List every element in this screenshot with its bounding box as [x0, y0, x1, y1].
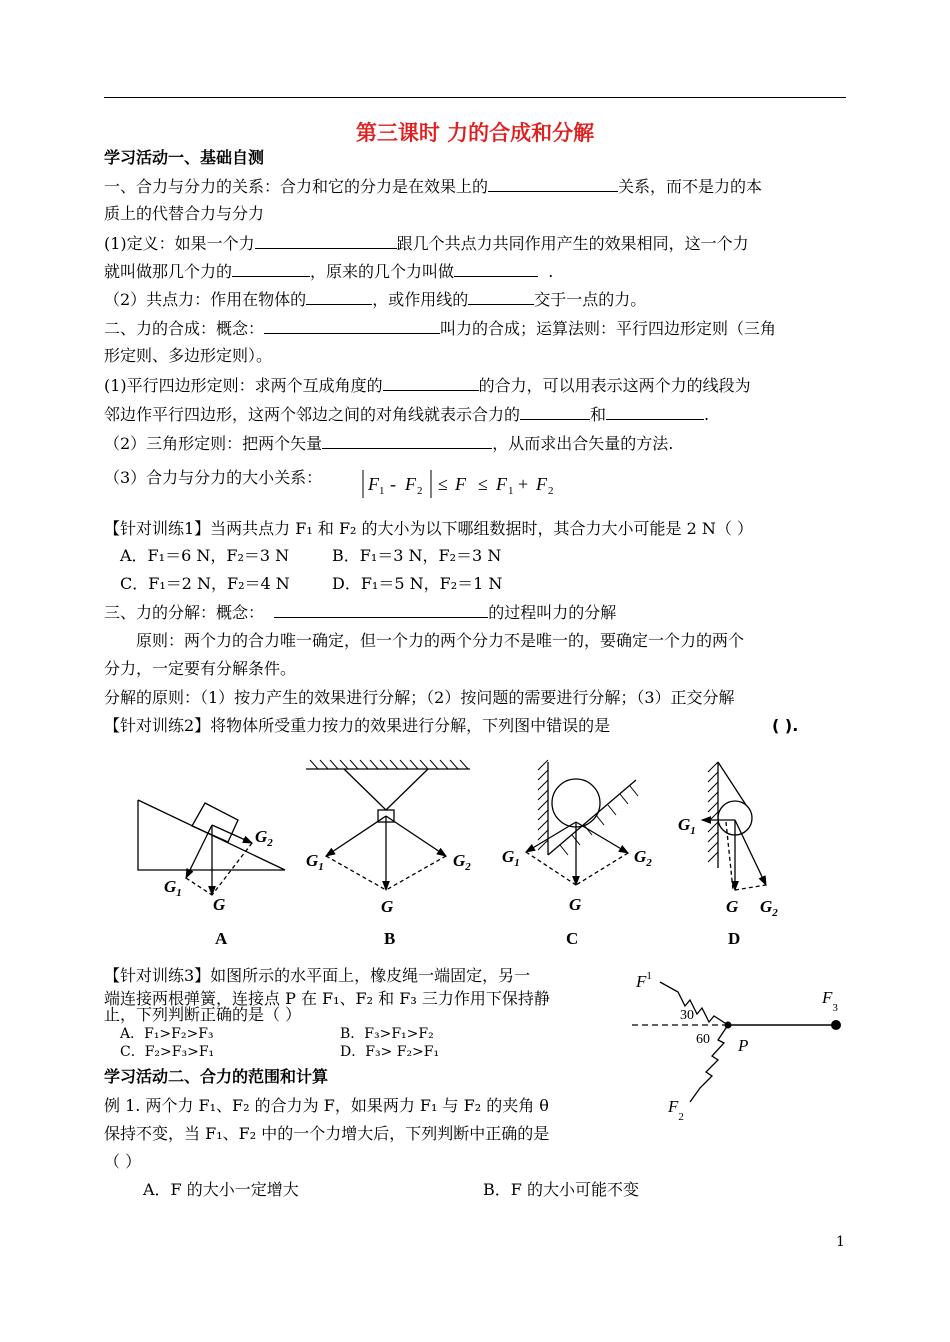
text: 关系，而不是力的本 — [618, 177, 763, 196]
label-p: P — [738, 1036, 749, 1055]
label-g1-d: $G_1$ — [678, 815, 696, 837]
page-title: 第三课时 力的合成和分解 — [355, 121, 595, 145]
text: (1)定义：如果一个力 — [104, 234, 255, 253]
train3-option-c: C．F₂>F₃>F₁ — [120, 1044, 215, 1060]
svg-text:1: 1 — [379, 485, 385, 497]
text: 【针对训练2】将物体所受重力按力的效果进行分解，下列图中错误的是 — [104, 716, 611, 735]
label-g2-c: $G_2$ — [634, 847, 652, 869]
label-g-b: G — [381, 897, 394, 916]
s3-line2: 原则：两个力的合力唯一确定，但一个力的两个分力不是唯一的，要确定一个力的两个 — [136, 631, 745, 650]
train3-line3: 止，下列判断正确的是（ ） — [104, 1005, 302, 1024]
page-number: 1 — [836, 1234, 845, 1250]
activity1-heading: 学习活动一、基础自测 — [104, 148, 265, 167]
text: 和 — [590, 405, 607, 424]
label-g1-b: $G_1$ — [306, 851, 324, 873]
svg-text:+: + — [518, 474, 529, 494]
train3-option-b: B．F₃>F₁>F₂ — [340, 1026, 434, 1042]
text: (1)平行四边形定则：求两个互成角度的 — [104, 376, 383, 395]
text: ，原来的几个力叫做 — [310, 262, 455, 281]
text: （2）共点力：作用在物体的 — [104, 290, 307, 309]
angle-30: 30 — [680, 1008, 694, 1023]
text: . — [704, 405, 710, 424]
label-g-d: G — [726, 897, 739, 916]
text: 一、合力与分力的关系：合力和它的分力是在效果上的 — [104, 177, 489, 196]
train1-option-c: C．F₁＝2 N，F₂＝4 N — [120, 574, 290, 593]
text: . — [548, 262, 554, 281]
svg-text:F: F — [455, 474, 466, 494]
train3-option-a: A．F₁>F₂>F₃ — [120, 1026, 214, 1042]
svg-text:≤: ≤ — [438, 474, 448, 494]
text: ，或作用线的 — [372, 290, 469, 309]
train3-line2: 端连接两根弹簧，连接点 P 在 F₁、F₂ 和 F₃ 三力作用下保持静 — [104, 989, 550, 1008]
svg-text:F: F — [405, 474, 416, 494]
ex1-line2: 保持不变，当 F₁、F₂ 中的一个力增大后，下列判断中正确的是 — [104, 1124, 550, 1143]
svg-text:F: F — [536, 474, 547, 494]
s3-line3: 分力，一定要有分解条件。 — [104, 659, 297, 678]
svg-text:1: 1 — [508, 485, 514, 497]
train1-option-a: A．F₁＝6 N，F₂＝3 N — [120, 546, 290, 565]
angle-60: 60 — [696, 1032, 710, 1047]
svg-text:F: F — [368, 474, 379, 494]
train1-option-d: D．F₁＝5 N，F₂＝1 N — [332, 574, 503, 593]
text: 就叫做那几个力的 — [104, 262, 233, 281]
train2-answer-paren: ( ). — [772, 716, 799, 735]
label-g2-b: $G_2$ — [453, 851, 471, 873]
svg-text:F: F — [496, 474, 507, 494]
label-g-c: G — [569, 895, 582, 914]
s3-line4: 分解的原则：（1）按力产生的效果进行分解；（2）按问题的需要进行分解；（3）正交分解 — [104, 688, 735, 707]
text: 交于一点的力。 — [534, 290, 647, 309]
label-f3: $F_3$ — [822, 988, 838, 1014]
figure-label-b: B — [384, 929, 396, 948]
text: 跟几个共点力共同作用产生的效果相同，这一个力 — [396, 234, 749, 253]
label-f1: $F^1$ — [636, 970, 652, 991]
label-g2-a: $G_2$ — [255, 827, 273, 849]
text: ，从而求出合矢量的方法. — [492, 434, 674, 453]
label-g1-a: $G_1$ — [164, 877, 182, 899]
figure-label-d: D — [728, 929, 741, 948]
text: 的过程叫力的分解 — [488, 603, 617, 622]
svg-text:≤: ≤ — [478, 474, 488, 494]
ex1-line3: （ ） — [104, 1152, 142, 1171]
text: 叫力的合成；运算法则：平行四边形定则（三角 — [440, 319, 777, 338]
svg-text:2: 2 — [548, 485, 554, 497]
ex1-option-b: B．F 的大小可能不变 — [483, 1180, 639, 1199]
label-g1-c: $G_1$ — [502, 847, 520, 869]
ex1-line1: 例 1. 两个力 F₁、F₂ 的合力为 F，如果两力 F₁ 与 F₂ 的夹角 θ — [104, 1096, 549, 1115]
s2-line2: 形定则、多边形定则）。 — [104, 346, 273, 365]
train1-question: 【针对训练1】当两共点力 F₁ 和 F₂ 的大小为以下哪组数据时，其合力大小可能是 2 N（ ） — [104, 519, 753, 538]
figure-label-a: A — [215, 929, 228, 948]
text: 二、力的合成：概念： — [104, 319, 265, 338]
label-f2: $F_2$ — [668, 1097, 684, 1123]
text: 三、力的分解：概念： — [104, 603, 265, 622]
text: 邻边作平行四边形，这两个邻边之间的对角线就表示合力的 — [104, 405, 521, 424]
ex1-option-a: A．F 的大小一定增大 — [143, 1180, 299, 1199]
s1-line2: 质上的代替合力与分力 — [104, 204, 265, 223]
label-g-a: G — [213, 895, 226, 914]
svg-text:2: 2 — [417, 485, 423, 497]
text: （3）合力与分力的大小关系： — [104, 468, 323, 487]
figure-label-c: C — [566, 929, 579, 948]
text: （2）三角形定则：把两个矢量 — [104, 434, 323, 453]
train3-line1: 【针对训练3】如图所示的水平面上，橡皮绳一端固定，另一 — [104, 966, 531, 985]
train1-option-b: B．F₁＝3 N，F₂＝3 N — [332, 546, 502, 565]
svg-text:-: - — [390, 474, 396, 494]
text: 的合力，可以用表示这两个力的线段为 — [478, 376, 751, 395]
train3-option-d: D．F₃> F₂>F₁ — [340, 1044, 440, 1060]
activity2-heading: 学习活动二、合力的范围和计算 — [104, 1067, 329, 1086]
label-g2-d: $G_2$ — [760, 897, 778, 919]
